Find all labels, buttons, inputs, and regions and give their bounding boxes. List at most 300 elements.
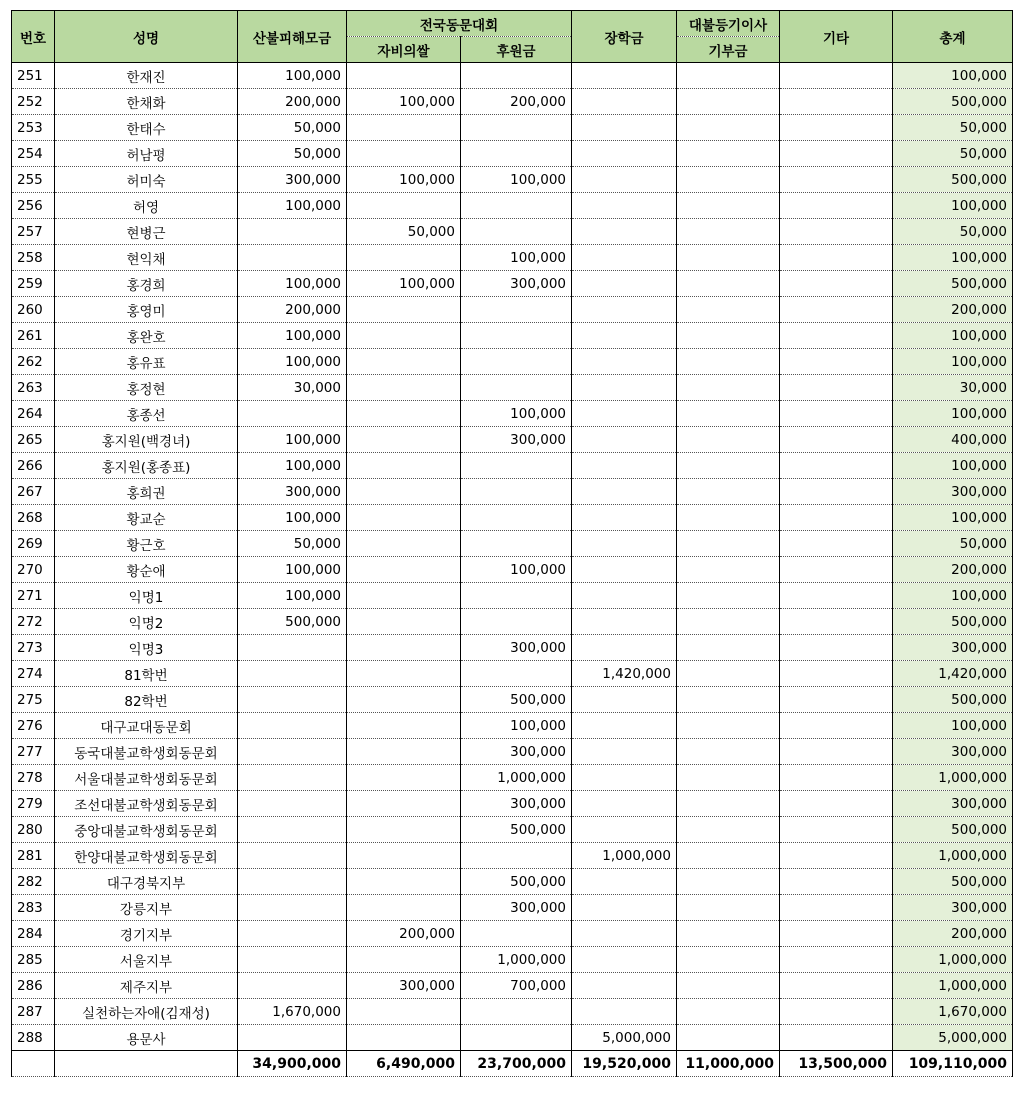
cell-sanbul: 1,670,000 (238, 999, 347, 1025)
cell-etc (780, 765, 893, 791)
totals-name (55, 1051, 238, 1077)
cell-etc (780, 531, 893, 557)
cell-scholarship (572, 115, 677, 141)
cell-no: 259 (12, 271, 55, 297)
cell-scholarship (572, 947, 677, 973)
cell-total: 100,000 (893, 245, 1013, 271)
cell-rice (347, 583, 461, 609)
cell-support: 100,000 (461, 557, 572, 583)
cell-etc (780, 583, 893, 609)
cell-sanbul: 100,000 (238, 349, 347, 375)
cell-rice (347, 895, 461, 921)
cell-total: 100,000 (893, 713, 1013, 739)
table-header (12, 11, 1013, 63)
cell-sanbul (238, 219, 347, 245)
cell-sanbul (238, 739, 347, 765)
cell-no: 251 (12, 63, 55, 89)
table-row (12, 791, 1013, 817)
cell-etc (780, 791, 893, 817)
table-row (12, 89, 1013, 115)
cell-etc (780, 505, 893, 531)
cell-etc (780, 609, 893, 635)
cell-rice (347, 817, 461, 843)
cell-sanbul: 300,000 (238, 479, 347, 505)
cell-donation (677, 869, 780, 895)
cell-etc (780, 401, 893, 427)
cell-name: 대구교대동문회 (55, 713, 238, 739)
cell-scholarship (572, 167, 677, 193)
cell-etc (780, 973, 893, 999)
cell-rice (347, 531, 461, 557)
cell-name: 홍완호 (55, 323, 238, 349)
cell-etc (780, 713, 893, 739)
cell-sanbul (238, 713, 347, 739)
cell-name: 익명3 (55, 635, 238, 661)
cell-no: 285 (12, 947, 55, 973)
cell-rice (347, 765, 461, 791)
cell-name: 용문사 (55, 1025, 238, 1051)
cell-name: 동국대불교학생회동문회 (55, 739, 238, 765)
cell-rice (347, 609, 461, 635)
table-row (12, 531, 1013, 557)
cell-etc (780, 271, 893, 297)
cell-no: 274 (12, 661, 55, 687)
cell-no: 278 (12, 765, 55, 791)
cell-rice (347, 791, 461, 817)
cell-name: 조선대불교학생회동문회 (55, 791, 238, 817)
cell-scholarship (572, 375, 677, 401)
cell-total: 200,000 (893, 557, 1013, 583)
cell-sanbul: 100,000 (238, 583, 347, 609)
cell-total: 50,000 (893, 531, 1013, 557)
cell-total: 500,000 (893, 89, 1013, 115)
cell-total: 1,000,000 (893, 843, 1013, 869)
cell-rice (347, 1025, 461, 1051)
cell-scholarship (572, 193, 677, 219)
cell-rice (347, 453, 461, 479)
cell-donation (677, 921, 780, 947)
cell-rice: 100,000 (347, 271, 461, 297)
cell-scholarship (572, 479, 677, 505)
cell-donation (677, 245, 780, 271)
table-row (12, 817, 1013, 843)
cell-no: 282 (12, 869, 55, 895)
cell-rice (347, 661, 461, 687)
cell-donation (677, 271, 780, 297)
cell-no: 271 (12, 583, 55, 609)
cell-no: 287 (12, 999, 55, 1025)
table-row (12, 687, 1013, 713)
cell-no: 283 (12, 895, 55, 921)
cell-total: 500,000 (893, 817, 1013, 843)
cell-no: 256 (12, 193, 55, 219)
cell-total: 1,420,000 (893, 661, 1013, 687)
cell-support (461, 297, 572, 323)
cell-name: 실천하는자애(김재성) (55, 999, 238, 1025)
table-row (12, 297, 1013, 323)
cell-rice (347, 505, 461, 531)
cell-etc (780, 323, 893, 349)
cell-scholarship (572, 271, 677, 297)
cell-total: 500,000 (893, 609, 1013, 635)
cell-support: 300,000 (461, 271, 572, 297)
cell-total: 5,000,000 (893, 1025, 1013, 1051)
cell-sanbul: 100,000 (238, 453, 347, 479)
cell-support (461, 609, 572, 635)
cell-no: 281 (12, 843, 55, 869)
cell-support (461, 583, 572, 609)
cell-name: 익명2 (55, 609, 238, 635)
cell-support (461, 141, 572, 167)
table-row (12, 167, 1013, 193)
totals-etc: 13,500,000 (780, 1051, 893, 1077)
cell-name: 대구경북지부 (55, 869, 238, 895)
cell-donation (677, 791, 780, 817)
cell-no: 253 (12, 115, 55, 141)
cell-scholarship (572, 531, 677, 557)
cell-support (461, 375, 572, 401)
totals-support: 23,700,000 (461, 1051, 572, 1077)
cell-no: 270 (12, 557, 55, 583)
cell-donation (677, 531, 780, 557)
cell-total: 100,000 (893, 63, 1013, 89)
cell-no: 263 (12, 375, 55, 401)
cell-support (461, 843, 572, 869)
header-rice: 자비의쌀 (347, 37, 461, 63)
cell-rice (347, 427, 461, 453)
totals-donation: 11,000,000 (677, 1051, 780, 1077)
cell-name: 경기지부 (55, 921, 238, 947)
cell-etc (780, 635, 893, 661)
cell-total: 500,000 (893, 271, 1013, 297)
cell-rice (347, 193, 461, 219)
cell-support (461, 1025, 572, 1051)
cell-etc (780, 479, 893, 505)
cell-no: 254 (12, 141, 55, 167)
cell-donation (677, 141, 780, 167)
cell-name: 한재진 (55, 63, 238, 89)
cell-scholarship (572, 713, 677, 739)
header-scholarship: 장학금 (572, 11, 677, 63)
cell-rice: 100,000 (347, 89, 461, 115)
table-row (12, 661, 1013, 687)
cell-no: 260 (12, 297, 55, 323)
cell-donation (677, 817, 780, 843)
cell-no: 280 (12, 817, 55, 843)
cell-name: 익명1 (55, 583, 238, 609)
cell-name: 황순애 (55, 557, 238, 583)
cell-no: 257 (12, 219, 55, 245)
cell-scholarship (572, 219, 677, 245)
cell-etc (780, 843, 893, 869)
table-row (12, 895, 1013, 921)
cell-support (461, 921, 572, 947)
table-row (12, 921, 1013, 947)
cell-donation (677, 583, 780, 609)
table-row (12, 843, 1013, 869)
cell-scholarship (572, 323, 677, 349)
cell-name: 홍정현 (55, 375, 238, 401)
cell-support: 200,000 (461, 89, 572, 115)
cell-etc (780, 427, 893, 453)
cell-no: 261 (12, 323, 55, 349)
cell-donation (677, 739, 780, 765)
cell-scholarship (572, 687, 677, 713)
cell-no: 258 (12, 245, 55, 271)
cell-support (461, 999, 572, 1025)
totals-row (12, 1051, 1013, 1077)
cell-name: 황교순 (55, 505, 238, 531)
cell-scholarship (572, 349, 677, 375)
cell-sanbul (238, 245, 347, 271)
cell-donation (677, 557, 780, 583)
cell-total: 50,000 (893, 219, 1013, 245)
cell-donation (677, 479, 780, 505)
cell-total: 1,670,000 (893, 999, 1013, 1025)
cell-scholarship (572, 973, 677, 999)
cell-total: 100,000 (893, 323, 1013, 349)
cell-sanbul: 30,000 (238, 375, 347, 401)
table-row (12, 739, 1013, 765)
cell-total: 100,000 (893, 349, 1013, 375)
cell-rice: 300,000 (347, 973, 461, 999)
cell-rice (347, 869, 461, 895)
cell-donation (677, 765, 780, 791)
cell-total: 1,000,000 (893, 765, 1013, 791)
cell-support: 100,000 (461, 245, 572, 271)
cell-sanbul (238, 921, 347, 947)
cell-sanbul (238, 843, 347, 869)
cell-rice (347, 245, 461, 271)
cell-total: 300,000 (893, 739, 1013, 765)
cell-support (461, 479, 572, 505)
cell-no: 268 (12, 505, 55, 531)
cell-name: 강릉지부 (55, 895, 238, 921)
cell-support: 1,000,000 (461, 765, 572, 791)
cell-no: 277 (12, 739, 55, 765)
cell-name: 홍영미 (55, 297, 238, 323)
cell-sanbul (238, 817, 347, 843)
cell-sanbul: 100,000 (238, 193, 347, 219)
cell-no: 279 (12, 791, 55, 817)
cell-donation (677, 427, 780, 453)
cell-rice (347, 349, 461, 375)
cell-donation (677, 89, 780, 115)
cell-donation (677, 297, 780, 323)
cell-sanbul: 100,000 (238, 505, 347, 531)
cell-scholarship (572, 583, 677, 609)
header-name: 성명 (55, 11, 238, 63)
cell-etc (780, 453, 893, 479)
cell-name: 허영 (55, 193, 238, 219)
cell-total: 100,000 (893, 505, 1013, 531)
cell-scholarship (572, 791, 677, 817)
cell-sanbul: 300,000 (238, 167, 347, 193)
cell-rice: 100,000 (347, 167, 461, 193)
cell-name: 홍지원(홍종표) (55, 453, 238, 479)
cell-rice (347, 739, 461, 765)
cell-scholarship (572, 635, 677, 661)
cell-total: 1,000,000 (893, 973, 1013, 999)
cell-sanbul (238, 1025, 347, 1051)
table-row (12, 869, 1013, 895)
cell-etc (780, 115, 893, 141)
cell-donation (677, 505, 780, 531)
cell-donation (677, 219, 780, 245)
table-row (12, 323, 1013, 349)
cell-sanbul (238, 401, 347, 427)
cell-no: 255 (12, 167, 55, 193)
cell-support (461, 63, 572, 89)
header-support: 후원금 (461, 37, 572, 63)
cell-total: 1,000,000 (893, 947, 1013, 973)
cell-name: 허미숙 (55, 167, 238, 193)
cell-donation (677, 843, 780, 869)
cell-sanbul (238, 947, 347, 973)
cell-support: 300,000 (461, 739, 572, 765)
cell-no: 269 (12, 531, 55, 557)
table-row (12, 999, 1013, 1025)
cell-total: 300,000 (893, 895, 1013, 921)
cell-name: 서울대불교학생회동문회 (55, 765, 238, 791)
cell-support: 100,000 (461, 713, 572, 739)
cell-total: 100,000 (893, 583, 1013, 609)
cell-sanbul: 100,000 (238, 427, 347, 453)
cell-total: 400,000 (893, 427, 1013, 453)
cell-name: 황근호 (55, 531, 238, 557)
cell-total: 200,000 (893, 297, 1013, 323)
cell-name: 한채화 (55, 89, 238, 115)
cell-etc (780, 89, 893, 115)
cell-scholarship (572, 63, 677, 89)
cell-name: 홍경희 (55, 271, 238, 297)
cell-total: 50,000 (893, 115, 1013, 141)
cell-rice (347, 999, 461, 1025)
table-row (12, 115, 1013, 141)
cell-support (461, 531, 572, 557)
cell-scholarship (572, 297, 677, 323)
cell-total: 30,000 (893, 375, 1013, 401)
cell-sanbul: 100,000 (238, 323, 347, 349)
totals-no (12, 1051, 55, 1077)
cell-sanbul: 50,000 (238, 115, 347, 141)
cell-etc (780, 947, 893, 973)
cell-etc (780, 661, 893, 687)
table-body (12, 63, 1013, 1051)
cell-sanbul (238, 973, 347, 999)
cell-etc (780, 687, 893, 713)
cell-name: 현병근 (55, 219, 238, 245)
cell-scholarship (572, 505, 677, 531)
table-row (12, 271, 1013, 297)
table-row (12, 947, 1013, 973)
cell-scholarship (572, 453, 677, 479)
cell-support (461, 661, 572, 687)
cell-sanbul: 50,000 (238, 141, 347, 167)
totals-sanbul: 34,900,000 (238, 1051, 347, 1077)
cell-etc (780, 557, 893, 583)
cell-scholarship (572, 765, 677, 791)
cell-support (461, 453, 572, 479)
cell-no: 284 (12, 921, 55, 947)
cell-sanbul (238, 869, 347, 895)
cell-name: 홍종선 (55, 401, 238, 427)
cell-no: 273 (12, 635, 55, 661)
cell-etc (780, 219, 893, 245)
cell-total: 50,000 (893, 141, 1013, 167)
cell-etc (780, 63, 893, 89)
cell-sanbul (238, 895, 347, 921)
cell-donation (677, 1025, 780, 1051)
cell-no: 286 (12, 973, 55, 999)
cell-total: 300,000 (893, 635, 1013, 661)
table-row (12, 713, 1013, 739)
cell-support (461, 115, 572, 141)
cell-sanbul (238, 791, 347, 817)
cell-no: 267 (12, 479, 55, 505)
cell-donation (677, 193, 780, 219)
cell-total: 500,000 (893, 167, 1013, 193)
cell-etc (780, 1025, 893, 1051)
header-group-national: 전국동문대회 (347, 11, 572, 37)
totals-scholarship: 19,520,000 (572, 1051, 677, 1077)
cell-no: 272 (12, 609, 55, 635)
cell-etc (780, 999, 893, 1025)
cell-total: 100,000 (893, 401, 1013, 427)
cell-donation (677, 687, 780, 713)
cell-donation (677, 947, 780, 973)
cell-support: 500,000 (461, 869, 572, 895)
cell-no: 266 (12, 453, 55, 479)
cell-support: 500,000 (461, 687, 572, 713)
cell-scholarship (572, 89, 677, 115)
cell-total: 100,000 (893, 193, 1013, 219)
cell-name: 홍유표 (55, 349, 238, 375)
donation-table (11, 10, 1013, 1077)
cell-etc (780, 245, 893, 271)
cell-name: 서울지부 (55, 947, 238, 973)
cell-donation (677, 635, 780, 661)
cell-name: 현익채 (55, 245, 238, 271)
cell-donation (677, 609, 780, 635)
cell-sanbul: 200,000 (238, 297, 347, 323)
cell-donation (677, 713, 780, 739)
cell-no: 264 (12, 401, 55, 427)
cell-no: 276 (12, 713, 55, 739)
cell-donation (677, 323, 780, 349)
cell-support (461, 349, 572, 375)
cell-rice (347, 115, 461, 141)
cell-etc (780, 193, 893, 219)
table-row (12, 141, 1013, 167)
cell-name: 81학번 (55, 661, 238, 687)
cell-scholarship (572, 245, 677, 271)
cell-rice (347, 401, 461, 427)
table-row (12, 557, 1013, 583)
cell-total: 300,000 (893, 791, 1013, 817)
cell-name: 한양대불교학생회동문회 (55, 843, 238, 869)
cell-no: 265 (12, 427, 55, 453)
cell-scholarship (572, 817, 677, 843)
cell-scholarship (572, 739, 677, 765)
table-row (12, 635, 1013, 661)
cell-name: 홍희권 (55, 479, 238, 505)
cell-scholarship (572, 609, 677, 635)
header-group-daebul: 대불등기이사 (677, 11, 780, 37)
cell-etc (780, 349, 893, 375)
cell-etc (780, 921, 893, 947)
cell-support: 500,000 (461, 817, 572, 843)
